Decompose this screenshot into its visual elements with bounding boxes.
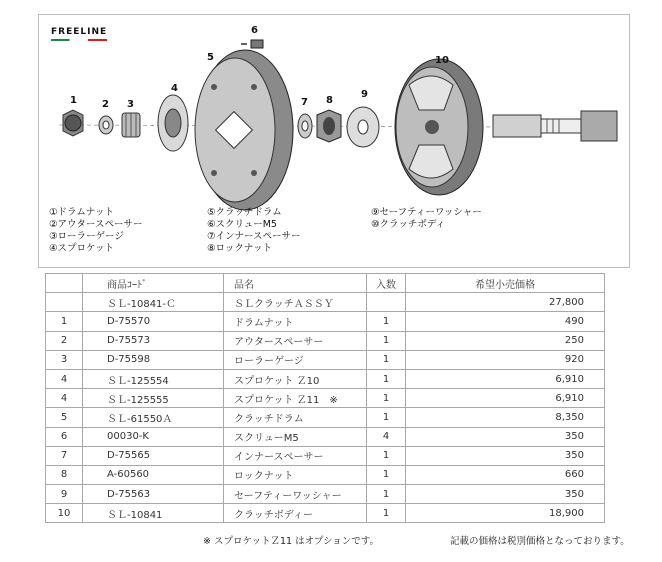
part-number-10: 10 xyxy=(435,55,449,66)
part-number-8: 8 xyxy=(326,95,333,106)
legend-item: ③ローラーゲージ xyxy=(49,231,124,242)
row-no: 4 xyxy=(46,389,83,408)
legend-item: ⑦インナースペーサー xyxy=(207,231,301,242)
row-no: 8 xyxy=(46,465,83,484)
parts-diagram xyxy=(38,14,630,268)
row-quantity xyxy=(367,293,406,312)
legend-item: ⑤クラッチドラム xyxy=(207,207,282,218)
row-no: 4 xyxy=(46,369,83,388)
row-quantity: 1 xyxy=(367,331,406,350)
row-quantity: 1 xyxy=(367,350,406,369)
part-number-3: 3 xyxy=(127,99,134,110)
row-product-name: ローラーゲージ xyxy=(224,350,367,369)
table-row xyxy=(46,408,605,427)
row-price: 350 xyxy=(406,427,605,446)
row-product-name: ＳＬクラッチＡＳＳＹ xyxy=(224,293,367,312)
row-product-name: ドラムナット xyxy=(224,312,367,331)
legend-item: ⑨セーフティーワッシャー xyxy=(371,207,482,218)
part-number-6: 6 xyxy=(251,25,258,36)
row-no: 10 xyxy=(46,504,83,523)
row-product-name: クラッチドラム xyxy=(224,408,367,427)
drum-nut-shape xyxy=(63,110,83,136)
table-row xyxy=(46,485,605,504)
row-no: 5 xyxy=(46,408,83,427)
row-product-name: アウタースペーサー xyxy=(224,331,367,350)
row-product-name: スプロケット Ｚ10 xyxy=(224,369,367,388)
row-product-name: スクリューM5 xyxy=(224,427,367,446)
table-row xyxy=(46,293,605,312)
legend-item: ①ドラムナット xyxy=(49,207,115,218)
row-no: 3 xyxy=(46,350,83,369)
row-quantity: 1 xyxy=(367,465,406,484)
part-number-2: 2 xyxy=(102,99,109,110)
row-product-code: D-75598 xyxy=(83,350,224,369)
row-price: 18,900 xyxy=(406,504,605,523)
table-row xyxy=(46,427,605,446)
legend-item: ⑥スクリューM5 xyxy=(207,219,277,230)
row-quantity: 1 xyxy=(367,504,406,523)
row-price: 660 xyxy=(406,465,605,484)
row-no: 1 xyxy=(46,312,83,331)
row-product-name: インナースペーサー xyxy=(224,446,367,465)
row-product-code: D-75570 xyxy=(83,312,224,331)
row-quantity: 1 xyxy=(367,446,406,465)
header-product-code: 商品ｺｰﾄﾞ xyxy=(83,274,224,293)
row-price: 490 xyxy=(406,312,605,331)
row-product-code: ＳＬ-61550Ａ xyxy=(83,408,224,427)
row-quantity: 1 xyxy=(367,485,406,504)
row-quantity: 1 xyxy=(367,369,406,388)
tax-note: 記載の価格は税別価格となっております。 xyxy=(450,536,630,547)
row-product-code: ＳＬ-10841-Ｃ xyxy=(83,293,224,312)
row-product-name: ロックナット xyxy=(224,465,367,484)
row-no xyxy=(46,293,83,312)
row-no: 7 xyxy=(46,446,83,465)
row-quantity: 1 xyxy=(367,408,406,427)
table-row xyxy=(46,504,605,523)
row-quantity: 1 xyxy=(367,389,406,408)
legend-item: ⑧ロックナット xyxy=(207,243,273,254)
row-product-name: クラッチボディー xyxy=(224,504,367,523)
part-number-1: 1 xyxy=(70,95,77,106)
header-retail-price: 希望小売価格 xyxy=(406,274,605,293)
table-row xyxy=(46,312,605,331)
header-no xyxy=(46,274,83,293)
row-price: 8,350 xyxy=(406,408,605,427)
table-row xyxy=(46,389,605,408)
row-product-code: 00030-K xyxy=(83,427,224,446)
row-product-code: ＳＬ-125554 xyxy=(83,369,224,388)
table-row xyxy=(46,350,605,369)
row-price: 6,910 xyxy=(406,369,605,388)
legend-item: ④スプロケット xyxy=(49,243,115,254)
row-product-code: D-75563 xyxy=(83,485,224,504)
row-price: 6,910 xyxy=(406,389,605,408)
row-product-code: A-60560 xyxy=(83,465,224,484)
table-row xyxy=(46,446,605,465)
row-product-code: D-75573 xyxy=(83,331,224,350)
table-header-row xyxy=(46,274,605,293)
row-product-code: ＳＬ-10841 xyxy=(83,504,224,523)
row-no: 6 xyxy=(46,427,83,446)
legend-item: ②アウタースペーサー xyxy=(49,219,143,230)
part-number-7: 7 xyxy=(301,97,308,108)
part-number-9: 9 xyxy=(361,89,368,100)
row-price: 27,800 xyxy=(406,293,605,312)
option-note: ※ スプロケットＺ11 はオプションです。 xyxy=(203,536,379,547)
legend-column-1 xyxy=(49,207,142,255)
table-row xyxy=(46,331,605,350)
part-number-4: 4 xyxy=(171,83,178,94)
row-quantity: 1 xyxy=(367,312,406,331)
legend-column-2 xyxy=(207,207,301,255)
part-number-5: 5 xyxy=(207,52,214,63)
brand-stripe xyxy=(51,39,107,41)
row-price: 350 xyxy=(406,446,605,465)
header-quantity: 入数 xyxy=(367,274,406,293)
row-product-code: ＳＬ-125555 xyxy=(83,389,224,408)
legend-column-3 xyxy=(371,207,482,231)
row-price: 350 xyxy=(406,485,605,504)
row-quantity: 4 xyxy=(367,427,406,446)
row-no: 9 xyxy=(46,485,83,504)
brand-logo: FREELINE xyxy=(51,27,108,37)
parts-price-table xyxy=(45,273,605,523)
row-product-name: スプロケット Ｚ11 ※ xyxy=(224,389,367,408)
row-product-name: セーフティーワッシャー xyxy=(224,485,367,504)
row-product-code: D-75565 xyxy=(83,446,224,465)
table-row xyxy=(46,369,605,388)
table-row xyxy=(46,465,605,484)
row-price: 920 xyxy=(406,350,605,369)
header-product-name: 品名 xyxy=(224,274,367,293)
row-no: 2 xyxy=(46,331,83,350)
legend-item: ⑩クラッチボディ xyxy=(371,219,446,230)
row-price: 250 xyxy=(406,331,605,350)
